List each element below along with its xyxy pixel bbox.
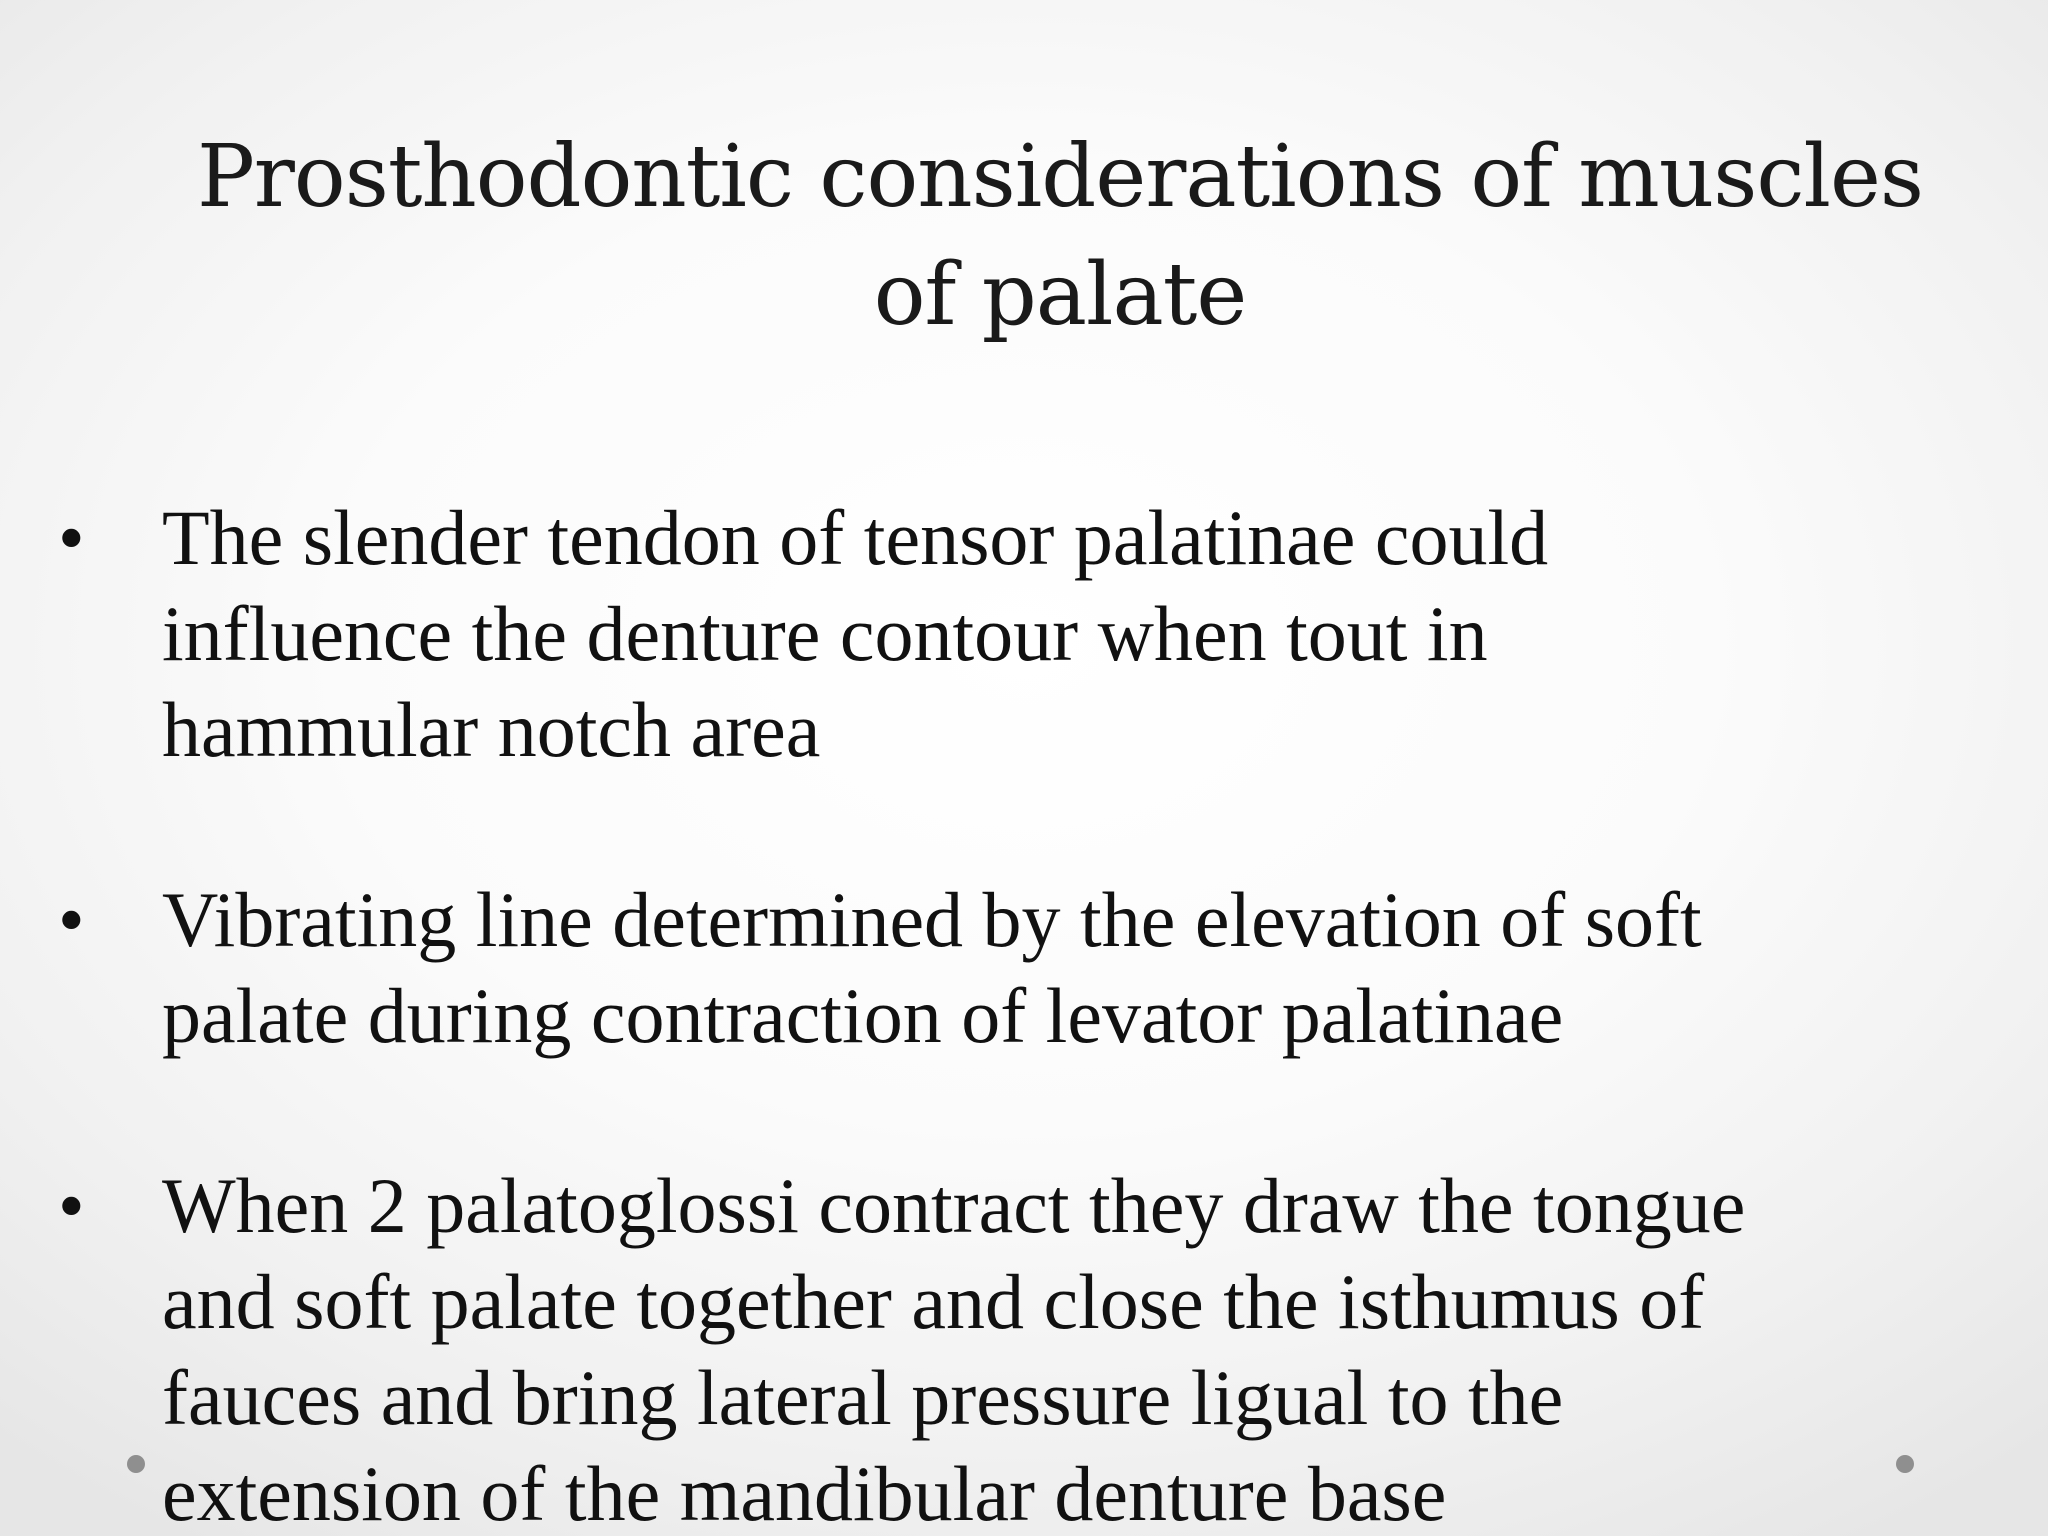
slide-title-line-1: Prosthodontic considerations of muscles — [196, 127, 1924, 227]
decorative-dot-left — [127, 1455, 145, 1473]
bullet-text — [162, 1158, 2002, 1536]
decorative-dot-right — [1896, 1455, 1914, 1473]
bullet-line: Vibrating line determined by the elevation of soft — [162, 876, 1702, 963]
bullet-dot: • — [58, 878, 85, 962]
bullet-dot: • — [58, 496, 85, 580]
slide-title — [100, 118, 2020, 354]
bullet-line: fauces and bring lateral pressure ligual to the — [162, 1354, 1564, 1441]
bullet-line: extension of the mandibular denture base — [162, 1450, 1447, 1536]
bullet-text — [162, 490, 2002, 778]
bullet-line: influence the denture contour when tout in — [162, 590, 1488, 677]
bullet-line: hammular notch area — [162, 686, 821, 773]
bullet-line: The slender tendon of tensor palatinae could — [162, 494, 1549, 581]
bullet-line: When 2 palatoglossi contract they draw the tongue — [162, 1162, 1746, 1249]
slide-title-line-2: of palate — [873, 245, 1247, 345]
bullet-line: and soft palate together and close the isthumus of — [162, 1258, 1705, 1345]
bullet-line: palate during contraction of levator palatinae — [162, 972, 1564, 1059]
bullet-dot: • — [58, 1164, 85, 1248]
bullet-text — [162, 872, 2002, 1064]
